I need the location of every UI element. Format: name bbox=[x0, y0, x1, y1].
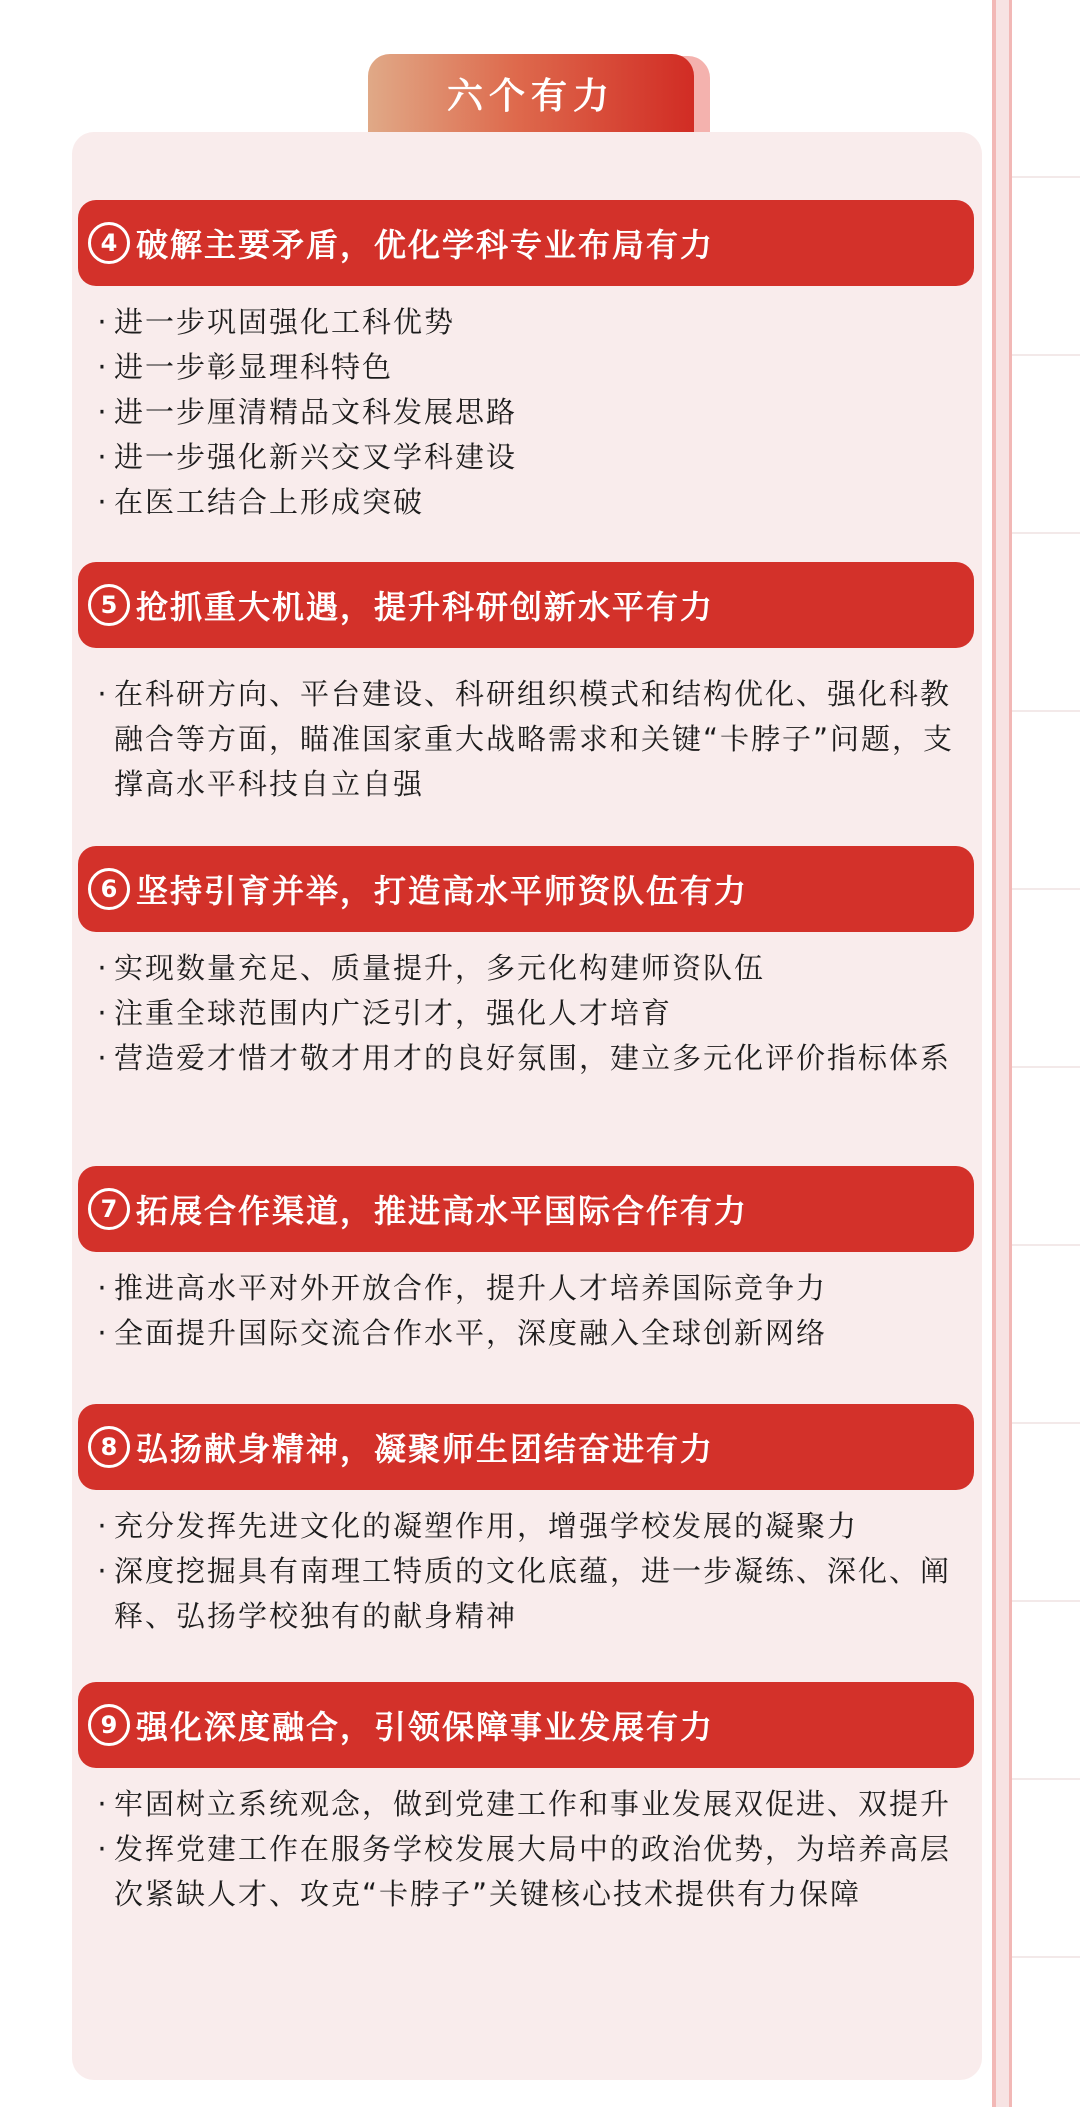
section-title: 强化深度融合，引领保障事业发展有力 bbox=[136, 1708, 715, 1746]
section-title: 坚持引育并举，打造高水平师资队伍有力 bbox=[136, 872, 749, 910]
section-title: 破解主要矛盾，优化学科专业布局有力 bbox=[136, 226, 715, 264]
bullet-dot: · bbox=[97, 1787, 109, 1821]
section-body-9 bbox=[92, 1782, 972, 1917]
bullet-dot: · bbox=[97, 951, 109, 985]
section-body-6 bbox=[92, 946, 972, 1081]
section-header-7 bbox=[78, 1166, 974, 1252]
section-header-5 bbox=[78, 562, 974, 648]
section-header-6 bbox=[78, 846, 974, 932]
section-header-9 bbox=[78, 1682, 974, 1768]
bullet-dot: · bbox=[97, 1316, 109, 1350]
list-item: · 全面提升国际交流合作水平，深度融入全球创新网络 bbox=[92, 1311, 972, 1356]
bullet-dot: · bbox=[97, 1509, 109, 1543]
bullet-dot: · bbox=[97, 1554, 109, 1588]
section-header-4 bbox=[78, 200, 974, 286]
section-body-4 bbox=[92, 300, 972, 525]
section-body-5 bbox=[92, 672, 972, 807]
list-item: · 牢固树立系统观念，做到党建工作和事业发展双促进、双提升 bbox=[92, 1782, 972, 1827]
list-item: · 进一步厘清精品文科发展思路 bbox=[92, 390, 972, 435]
list-item: · 深度挖掘具有南理工特质的文化底蕴，进一步凝练、深化、阐释、弘扬学校独有的献身精神 bbox=[92, 1549, 972, 1639]
bullet-dot: · bbox=[97, 1271, 109, 1305]
list-item: · 进一步彰显理科特色 bbox=[92, 345, 972, 390]
list-item: · 发挥党建工作在服务学校发展大局中的政治优势，为培养高层次紧缺人才、攻克“卡脖子”关键核心技术提供有力保障 bbox=[92, 1827, 972, 1917]
number-badge: 4 bbox=[88, 222, 130, 264]
section-body-7 bbox=[92, 1266, 972, 1356]
list-item: · 进一步强化新兴交叉学科建设 bbox=[92, 435, 972, 480]
number-badge: 9 bbox=[88, 1704, 130, 1746]
bullet-dot: · bbox=[97, 440, 109, 474]
bullet-dot: · bbox=[97, 996, 109, 1030]
list-item: · 进一步巩固强化工科优势 bbox=[92, 300, 972, 345]
section-title: 拓展合作渠道，推进高水平国际合作有力 bbox=[136, 1192, 749, 1230]
bullet-dot: · bbox=[97, 677, 109, 711]
bullet-dot: · bbox=[97, 1832, 109, 1866]
list-item: · 在医工结合上形成突破 bbox=[92, 480, 972, 525]
bullet-dot: · bbox=[97, 305, 109, 339]
number-badge: 7 bbox=[88, 1188, 130, 1230]
bullet-dot: · bbox=[97, 395, 109, 429]
list-item: · 充分发挥先进文化的凝塑作用，增强学校发展的凝聚力 bbox=[92, 1504, 972, 1549]
right-decorative-rail bbox=[992, 0, 1012, 2107]
section-title: 抢抓重大机遇，提升科研创新水平有力 bbox=[136, 588, 715, 626]
right-decorative-grid bbox=[1012, 0, 1080, 2107]
number-badge: 8 bbox=[88, 1426, 130, 1468]
bullet-dot: · bbox=[97, 350, 109, 384]
number-badge: 5 bbox=[88, 584, 130, 626]
section-body-8 bbox=[92, 1504, 972, 1639]
list-item: · 实现数量充足、质量提升，多元化构建师资队伍 bbox=[92, 946, 972, 991]
list-item: · 推进高水平对外开放合作，提升人才培养国际竞争力 bbox=[92, 1266, 972, 1311]
list-item: · 注重全球范围内广泛引才，强化人才培育 bbox=[92, 991, 972, 1036]
page-title: 六个有力 bbox=[368, 54, 694, 138]
section-header-8 bbox=[78, 1404, 974, 1490]
number-badge: 6 bbox=[88, 868, 130, 910]
bullet-dot: · bbox=[97, 1041, 109, 1075]
list-item: · 在科研方向、平台建设、科研组织模式和结构优化、强化科教融合等方面，瞄准国家重大战略需求和关键“卡脖子”问题，支撑高水平科技自立自强 bbox=[92, 672, 972, 807]
section-title: 弘扬献身精神，凝聚师生团结奋进有力 bbox=[136, 1430, 715, 1468]
list-item: · 营造爱才惜才敬才用才的良好氛围，建立多元化评价指标体系 bbox=[92, 1036, 972, 1081]
bullet-dot: · bbox=[97, 485, 109, 519]
